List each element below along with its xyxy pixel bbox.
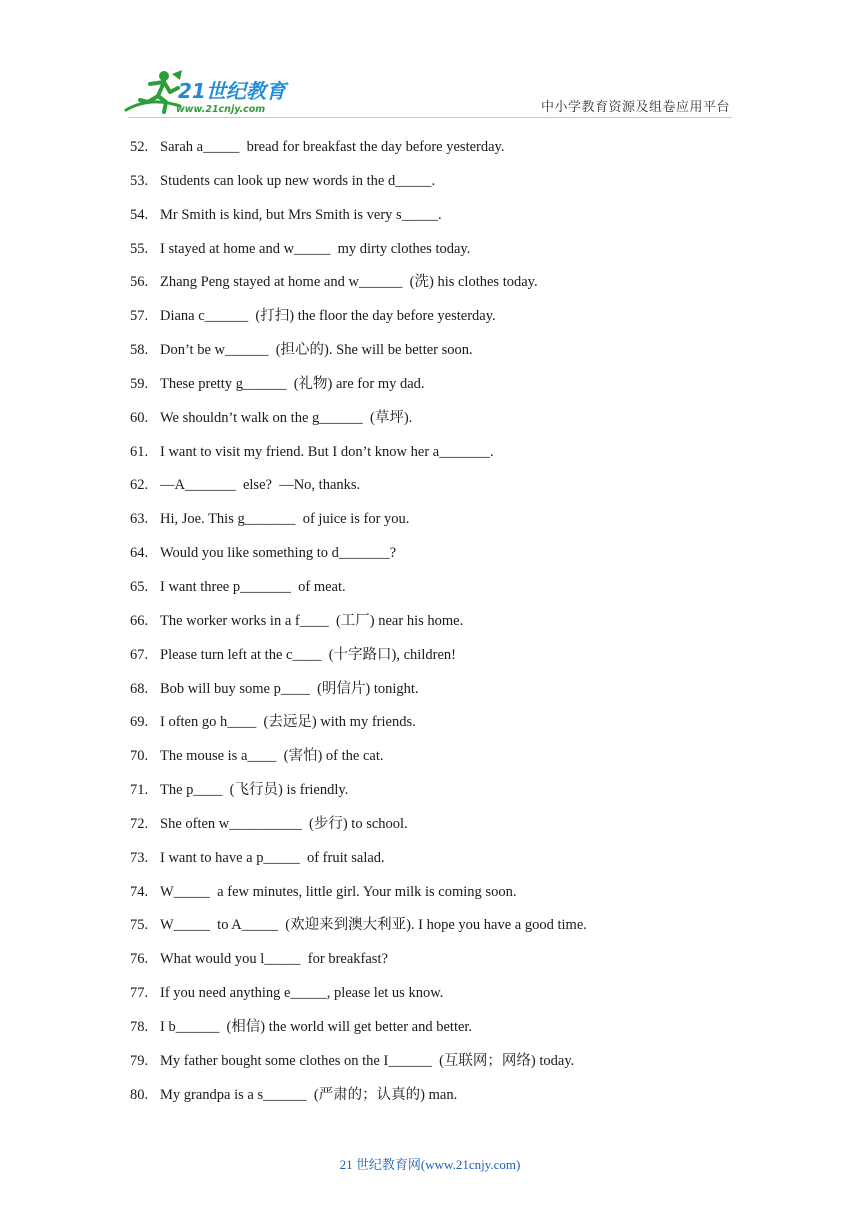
question-item xyxy=(130,509,770,543)
question-text: The p____ (飞行员) is friendly. xyxy=(160,782,349,799)
question-text: I want to visit my friend. But I don’t know her a_______. xyxy=(160,443,494,460)
question-number: 59. xyxy=(130,375,149,392)
question-item xyxy=(130,543,770,577)
question-item xyxy=(130,983,770,1017)
question-number: 66. xyxy=(130,612,149,629)
question-text: We shouldn’t walk on the g______ (草坪). xyxy=(160,409,413,426)
question-text: If you need anything e_____, please let us know. xyxy=(160,985,444,1002)
question-text: Students can look up new words in the d_____. xyxy=(160,172,436,189)
question-number: 76. xyxy=(130,951,149,968)
question-number: 80. xyxy=(130,1086,149,1103)
question-text: Hi, Joe. This g_______ of juice is for you. xyxy=(160,511,410,528)
question-item xyxy=(130,915,770,949)
logo-title: 21世纪教育 xyxy=(178,79,286,103)
question-number: 58. xyxy=(130,342,149,359)
question-item xyxy=(130,137,770,171)
question-item xyxy=(130,780,770,814)
question-number: 67. xyxy=(130,646,149,663)
question-number: 60. xyxy=(130,409,149,426)
question-number: 68. xyxy=(130,680,149,697)
question-item xyxy=(130,848,770,882)
question-number: 62. xyxy=(130,477,149,494)
question-text: She often w__________ (步行) to school. xyxy=(160,815,408,832)
question-number: 78. xyxy=(130,1018,149,1035)
logo-url: www.21cnjy.com xyxy=(176,104,266,115)
question-item xyxy=(130,949,770,983)
question-item xyxy=(130,814,770,848)
question-item xyxy=(130,239,770,273)
question-item xyxy=(130,679,770,713)
question-text: The mouse is a____ (害怕) of the cat. xyxy=(160,748,384,765)
question-list xyxy=(130,137,770,1118)
question-number: 77. xyxy=(130,985,149,1002)
header-divider xyxy=(128,117,732,118)
question-item xyxy=(130,306,770,340)
question-item xyxy=(130,746,770,780)
question-item xyxy=(130,408,770,442)
question-number: 56. xyxy=(130,274,149,291)
question-number: 57. xyxy=(130,308,149,325)
question-number: 69. xyxy=(130,714,149,731)
question-item xyxy=(130,712,770,746)
question-number: 70. xyxy=(130,748,149,765)
question-text: I want three p_______ of meat. xyxy=(160,578,346,595)
question-number: 63. xyxy=(130,511,149,528)
question-item xyxy=(130,272,770,306)
question-text: I b______ (相信) the world will get better and better. xyxy=(160,1018,473,1035)
question-number: 53. xyxy=(130,172,149,189)
question-text: These pretty g______ (礼物) are for my dad. xyxy=(160,375,425,392)
question-text: The worker works in a f____ (工厂) near his home. xyxy=(160,612,464,629)
question-number: 61. xyxy=(130,443,149,460)
question-item xyxy=(130,171,770,205)
platform-title: 中小学教育资源及组卷应用平台 xyxy=(540,100,730,115)
question-item xyxy=(130,1085,770,1119)
question-text: W_____ to A_____ (欢迎来到澳大利亚). I hope you have a good time. xyxy=(160,917,587,934)
page-header xyxy=(0,0,860,120)
question-number: 74. xyxy=(130,883,149,900)
logo xyxy=(120,66,295,118)
question-text: What would you l_____ for breakfast? xyxy=(160,951,388,968)
question-text: W_____ a few minutes, little girl. Your milk is coming soon. xyxy=(160,883,517,900)
question-item xyxy=(130,442,770,476)
question-item xyxy=(130,645,770,679)
question-text: I want to have a p_____ of fruit salad. xyxy=(160,849,385,866)
question-number: 55. xyxy=(130,240,149,257)
question-text: Diana c______ (打扫) the floor the day before yesterday. xyxy=(160,308,496,325)
question-text: Sarah a_____ bread for breakfast the day before yesterday. xyxy=(160,139,505,155)
question-text: I stayed at home and w_____ my dirty clothes today. xyxy=(160,240,471,257)
question-text: My grandpa is a s______ (严肃的；认真的) man. xyxy=(160,1086,458,1103)
question-number: 75. xyxy=(130,917,149,934)
question-item xyxy=(130,882,770,916)
question-item xyxy=(130,374,770,408)
question-text: Would you like something to d_______? xyxy=(160,545,397,562)
question-number: 72. xyxy=(130,815,149,832)
question-text: Zhang Peng stayed at home and w______ (洗) his clothes today. xyxy=(160,274,538,291)
question-text: Please turn left at the c____ (十字路口), children! xyxy=(160,646,456,663)
question-text: My father bought some clothes on the I______ (互联网；网络) today. xyxy=(160,1052,575,1069)
question-number: 65. xyxy=(130,578,149,595)
question-number: 52. xyxy=(130,139,149,155)
question-text: Bob will buy some p____ (明信片) tonight. xyxy=(160,680,419,697)
question-item xyxy=(130,577,770,611)
question-number: 54. xyxy=(130,206,149,223)
question-number: 64. xyxy=(130,545,149,562)
runner-icon xyxy=(126,70,182,112)
question-number: 71. xyxy=(130,782,149,799)
question-item xyxy=(130,475,770,509)
question-number: 79. xyxy=(130,1052,149,1069)
question-item xyxy=(130,1051,770,1085)
question-number: 73. xyxy=(130,849,149,866)
question-text: Mr Smith is kind, but Mrs Smith is very s_____. xyxy=(160,206,442,223)
question-text: I often go h____ (去远足) with my friends. xyxy=(160,714,416,731)
page-footer: 21 世纪教育网(www.21cnjy.com) xyxy=(339,1157,521,1172)
question-item xyxy=(130,205,770,239)
question-item xyxy=(130,1017,770,1051)
question-item xyxy=(130,340,770,374)
question-item xyxy=(130,611,770,645)
question-text: Don’t be w______ (担心的). She will be better soon. xyxy=(160,342,473,359)
question-text: —A_______ else? —No, thanks. xyxy=(160,477,361,494)
